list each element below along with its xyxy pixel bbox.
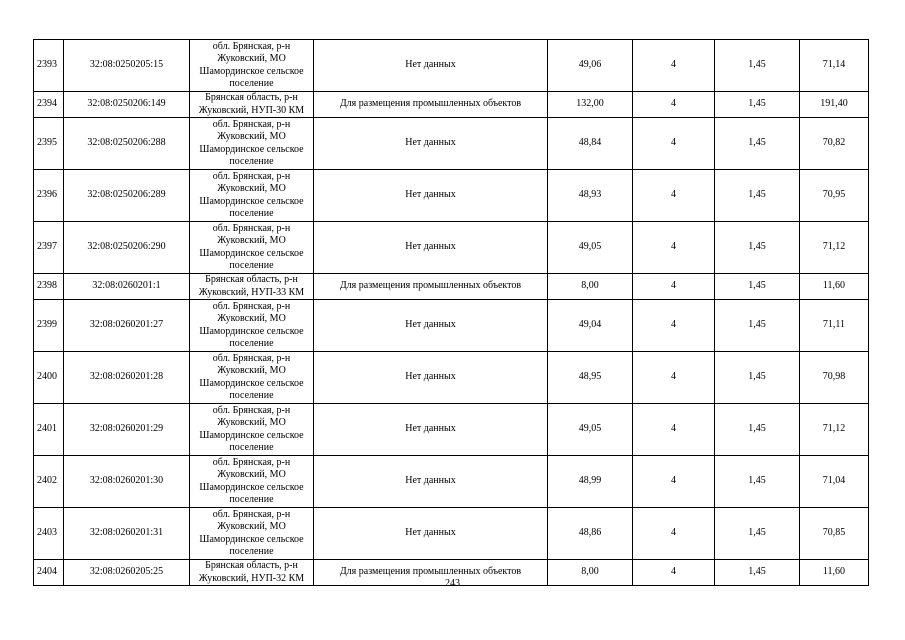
permitted-use-cell: Для размещения промышленных объектов <box>314 560 548 586</box>
address-cell <box>190 92 314 118</box>
coefficient-1-cell: 4 <box>633 274 715 300</box>
address-line: поселение <box>229 260 274 271</box>
cadastral-number-cell: 32:08:0260201:1 <box>64 274 190 300</box>
address-line: обл. Брянская, р-н <box>212 456 291 468</box>
address-line: Жуковский, МО <box>217 235 286 246</box>
address-line: Шамординское сельское <box>199 195 304 207</box>
row-number-cell: 2397 <box>34 222 64 274</box>
cadastral-number-cell: 32:08:0260201:29 <box>64 404 190 456</box>
table-row <box>34 456 869 508</box>
coefficient-2-cell: 1,45 <box>715 222 800 274</box>
coefficient-2-cell: 1,45 <box>715 560 800 586</box>
address-line: поселение <box>229 338 274 349</box>
address-line: обл. Брянская, р-н <box>212 118 291 130</box>
address-line: Брянская область, р-н <box>205 274 298 285</box>
cadastral-number-cell: 32:08:0250206:149 <box>64 92 190 118</box>
address-line: Шамординское сельское <box>199 325 304 337</box>
table-row <box>34 222 869 274</box>
coefficient-1-cell: 4 <box>633 40 715 92</box>
address-line: поселение <box>229 390 274 401</box>
address-line: обл. Брянская, р-н <box>212 222 291 234</box>
coefficient-1-cell: 4 <box>633 300 715 352</box>
row-number-cell: 2396 <box>34 170 64 222</box>
address-line: Жуковский, МО <box>217 417 286 428</box>
permitted-use-cell: Нет данных <box>314 456 548 508</box>
coefficient-2-cell: 1,45 <box>715 92 800 118</box>
address-line: поселение <box>229 546 274 557</box>
coefficient-2-cell: 1,45 <box>715 118 800 170</box>
table-row <box>34 508 869 560</box>
address-line: поселение <box>229 442 274 453</box>
address-cell <box>190 170 314 222</box>
area-cell: 49,04 <box>548 300 633 352</box>
area-cell: 49,05 <box>548 222 633 274</box>
address-line: обл. Брянская, р-н <box>212 40 291 52</box>
total-cell: 11,60 <box>800 274 869 300</box>
data-table <box>33 39 869 586</box>
address-line: Жуковский, МО <box>217 365 286 376</box>
address-line: Шамординское сельское <box>199 143 304 155</box>
permitted-use-cell: Нет данных <box>314 170 548 222</box>
table-row <box>34 300 869 352</box>
coefficient-1-cell: 4 <box>633 560 715 586</box>
area-cell: 48,93 <box>548 170 633 222</box>
page-number: 243 <box>445 578 460 589</box>
address-line: Брянская область, р-н <box>205 560 298 571</box>
row-number-cell: 2402 <box>34 456 64 508</box>
total-cell: 71,12 <box>800 404 869 456</box>
address-line: поселение <box>229 208 274 219</box>
address-line: Шамординское сельское <box>199 247 304 259</box>
coefficient-1-cell: 4 <box>633 404 715 456</box>
area-cell: 48,84 <box>548 118 633 170</box>
area-cell: 49,05 <box>548 404 633 456</box>
row-number-cell: 2404 <box>34 560 64 586</box>
address-cell <box>190 222 314 274</box>
row-number-cell: 2395 <box>34 118 64 170</box>
address-line: Шамординское сельское <box>199 65 304 77</box>
total-cell: 11,60 <box>800 560 869 586</box>
cadastral-number-cell: 32:08:0260201:27 <box>64 300 190 352</box>
address-line: обл. Брянская, р-н <box>212 170 291 182</box>
row-number-cell: 2400 <box>34 352 64 404</box>
row-number-cell: 2401 <box>34 404 64 456</box>
address-line: обл. Брянская, р-н <box>212 300 291 312</box>
address-cell <box>190 352 314 404</box>
coefficient-1-cell: 4 <box>633 222 715 274</box>
table-row <box>34 274 869 300</box>
coefficient-1-cell: 4 <box>633 92 715 118</box>
coefficient-1-cell: 4 <box>633 508 715 560</box>
permitted-use-cell: Нет данных <box>314 118 548 170</box>
address-cell <box>190 508 314 560</box>
cadastral-number-cell: 32:08:0260201:28 <box>64 352 190 404</box>
total-cell: 70,82 <box>800 118 869 170</box>
address-line: Жуковский, НУП-32 КМ <box>198 572 305 584</box>
permitted-use-cell: Нет данных <box>314 508 548 560</box>
address-line: Шамординское сельское <box>199 481 304 493</box>
permitted-use-cell: Нет данных <box>314 404 548 456</box>
permitted-use-cell: Для размещения промышленных объектов <box>314 92 548 118</box>
coefficient-2-cell: 1,45 <box>715 352 800 404</box>
permitted-use-cell: Для размещения промышленных объектов <box>314 274 548 300</box>
address-line: обл. Брянская, р-н <box>212 404 291 416</box>
coefficient-1-cell: 4 <box>633 170 715 222</box>
address-cell <box>190 118 314 170</box>
address-line: поселение <box>229 494 274 505</box>
cadastral-number-cell: 32:08:0260201:30 <box>64 456 190 508</box>
address-line: Жуковский, МО <box>217 313 286 324</box>
coefficient-1-cell: 4 <box>633 118 715 170</box>
cadastral-number-cell: 32:08:0250205:15 <box>64 40 190 92</box>
table-row <box>34 170 869 222</box>
coefficient-2-cell: 1,45 <box>715 456 800 508</box>
total-cell: 71,14 <box>800 40 869 92</box>
total-cell: 71,11 <box>800 300 869 352</box>
table-row <box>34 404 869 456</box>
area-cell: 48,86 <box>548 508 633 560</box>
row-number-cell: 2398 <box>34 274 64 300</box>
coefficient-1-cell: 4 <box>633 352 715 404</box>
area-cell: 48,99 <box>548 456 633 508</box>
address-cell <box>190 40 314 92</box>
total-cell: 191,40 <box>800 92 869 118</box>
address-line: Жуковский, МО <box>217 469 286 480</box>
area-cell: 48,95 <box>548 352 633 404</box>
address-cell <box>190 456 314 508</box>
area-cell: 132,00 <box>548 92 633 118</box>
cadastral-number-cell: 32:08:0250206:288 <box>64 118 190 170</box>
total-cell: 70,95 <box>800 170 869 222</box>
address-line: Шамординское сельское <box>199 533 304 545</box>
address-line: обл. Брянская, р-н <box>212 352 291 364</box>
table-row <box>34 40 869 92</box>
permitted-use-cell: Нет данных <box>314 40 548 92</box>
address-line: Жуковский, МО <box>217 183 286 194</box>
address-cell <box>190 300 314 352</box>
area-cell: 8,00 <box>548 560 633 586</box>
total-cell: 71,12 <box>800 222 869 274</box>
cadastral-number-cell: 32:08:0260201:31 <box>64 508 190 560</box>
address-line: Жуковский, НУП-33 КМ <box>198 286 305 298</box>
address-line: Жуковский, МО <box>217 521 286 532</box>
table-row <box>34 92 869 118</box>
table-row <box>34 352 869 404</box>
address-line: Шамординское сельское <box>199 377 304 389</box>
cadastral-number-cell: 32:08:0250206:290 <box>64 222 190 274</box>
permitted-use-cell: Нет данных <box>314 222 548 274</box>
coefficient-2-cell: 1,45 <box>715 404 800 456</box>
total-cell: 70,98 <box>800 352 869 404</box>
permitted-use-cell: Нет данных <box>314 352 548 404</box>
permitted-use-cell: Нет данных <box>314 300 548 352</box>
coefficient-2-cell: 1,45 <box>715 274 800 300</box>
address-line: Жуковский, НУП-30 КМ <box>198 104 305 116</box>
address-cell <box>190 404 314 456</box>
coefficient-2-cell: 1,45 <box>715 40 800 92</box>
area-cell: 8,00 <box>548 274 633 300</box>
coefficient-1-cell: 4 <box>633 456 715 508</box>
row-number-cell: 2399 <box>34 300 64 352</box>
address-line: Жуковский, МО <box>217 53 286 64</box>
coefficient-2-cell: 1,45 <box>715 170 800 222</box>
area-cell: 49,06 <box>548 40 633 92</box>
row-number-cell: 2393 <box>34 40 64 92</box>
cadastral-number-cell: 32:08:0250206:289 <box>64 170 190 222</box>
row-number-cell: 2403 <box>34 508 64 560</box>
address-line: обл. Брянская, р-н <box>212 508 291 520</box>
address-line: поселение <box>229 78 274 89</box>
coefficient-2-cell: 1,45 <box>715 508 800 560</box>
table-body <box>34 40 869 586</box>
address-line: Брянская область, р-н <box>205 92 298 103</box>
cadastral-number-cell: 32:08:0260205:25 <box>64 560 190 586</box>
total-cell: 70,85 <box>800 508 869 560</box>
table-row <box>34 118 869 170</box>
address-line: Шамординское сельское <box>199 429 304 441</box>
address-cell <box>190 274 314 300</box>
coefficient-2-cell: 1,45 <box>715 300 800 352</box>
total-cell: 71,04 <box>800 456 869 508</box>
address-line: Жуковский, МО <box>217 131 286 142</box>
address-line: поселение <box>229 156 274 167</box>
row-number-cell: 2394 <box>34 92 64 118</box>
